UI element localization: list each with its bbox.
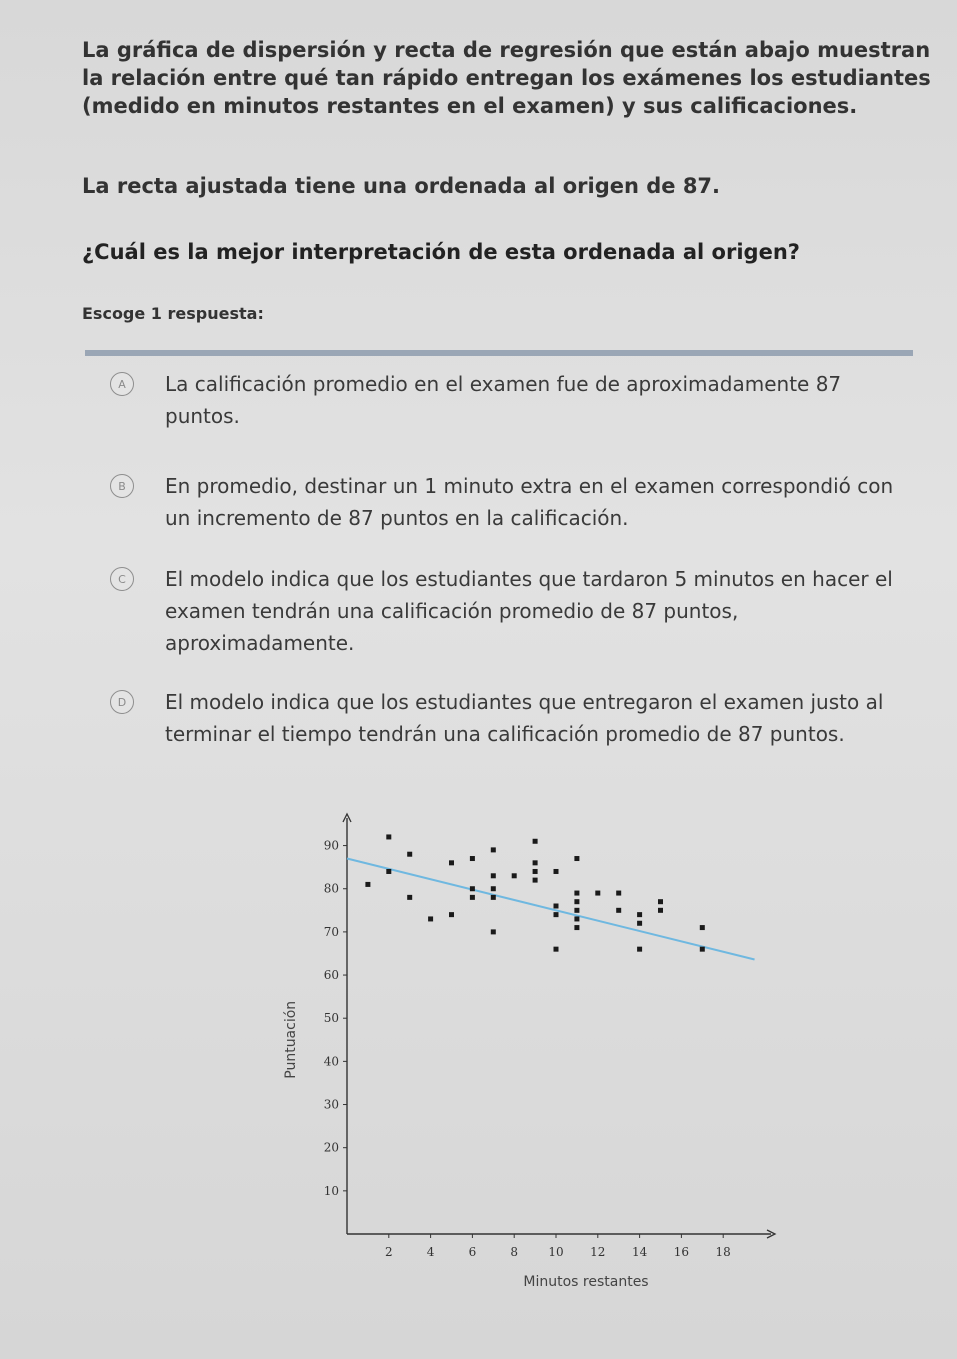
x-tick-label: 2 [384,1245,393,1259]
y-tick-label: 60 [323,968,339,983]
data-point [574,908,579,913]
data-point [700,947,705,952]
x-tick-label: 10 [548,1245,564,1259]
data-point [533,839,538,844]
option-b-text: En promedio, destinar un 1 minuto extra en el examen correspondió con un incremento de 87 puntos en la calificación. [165,474,894,530]
scatter-chart [250,810,790,1310]
data-point [574,916,579,921]
data-point [491,886,496,891]
data-point [533,869,538,874]
data-point [386,834,391,839]
data-point [449,912,454,917]
regression-line [347,859,755,960]
choose-label: Escoge 1 respuesta: [82,304,264,323]
option-d[interactable] [100,686,910,786]
option-b[interactable] [100,470,910,540]
data-point [365,882,370,887]
data-point [554,904,559,909]
data-point [700,925,705,930]
data-point [428,916,433,921]
x-tick-label: 18 [715,1245,731,1259]
x-axis-label: Minutos restantes [523,1274,649,1290]
data-point [574,856,579,861]
y-axis-label: Puntuación [283,1000,299,1079]
intercept-statement: La recta ajustada tiene una ordenada al origen de 87. [82,174,721,198]
data-point [658,908,663,913]
data-point [533,878,538,883]
option-d-text: El modelo indica que los estudiantes que entregaron el examen justo al terminar el tiempo tendrán una calificación promedio de 87 puntos. [165,690,884,746]
data-point [554,869,559,874]
y-tick-label: 20 [323,1140,339,1155]
y-tick-label: 10 [323,1183,339,1198]
data-point [574,891,579,896]
option-c-text: El modelo indica que los estudiantes que tardaron 5 minutos en hacer el examen tendrán una calificación promedio de 87 puntos, aproximadamente. [165,567,893,655]
option-a-radio[interactable]: A [110,372,134,396]
divider [85,350,913,356]
data-point [491,895,496,900]
x-tick-label: 6 [468,1245,477,1259]
data-point [386,869,391,874]
y-tick-label: 30 [323,1097,339,1112]
data-point [407,852,412,857]
data-point [554,912,559,917]
data-point [574,899,579,904]
option-c[interactable] [100,563,910,663]
option-a[interactable] [100,368,910,440]
option-c-radio[interactable]: C [110,567,134,591]
option-d-radio[interactable]: D [110,690,134,714]
y-tick-label: 70 [323,924,339,939]
data-point [554,947,559,952]
y-tick-label: 50 [323,1011,339,1026]
x-tick-label: 8 [510,1245,519,1259]
data-point [637,947,642,952]
y-tick-label: 80 [323,881,339,896]
data-point [637,912,642,917]
data-point [512,873,517,878]
data-point [595,891,600,896]
question-intro: La gráfica de dispersión y recta de regresión que están abajo muestran la relación entre qué tan rápido entregan los exámenes los estudiantes (medido en minutos restantes en el examen) y sus calificaciones. [82,38,931,118]
data-point [616,891,621,896]
y-tick-label: 40 [323,1054,339,1069]
data-point [491,929,496,934]
data-point [491,847,496,852]
data-point [616,908,621,913]
data-point [637,921,642,926]
option-b-radio[interactable]: B [110,474,134,498]
x-tick-label: 12 [590,1245,606,1259]
y-tick-label: 90 [323,838,339,853]
data-point [658,899,663,904]
data-point [470,886,475,891]
data-point [470,856,475,861]
question-prompt: ¿Cuál es la mejor interpretación de esta ordenada al origen? [82,240,800,264]
data-point [533,860,538,865]
x-tick-label: 16 [673,1245,690,1259]
x-tick-label: 14 [631,1245,648,1259]
x-tick-label: 4 [426,1245,435,1259]
data-point [574,925,579,930]
data-point [470,895,475,900]
option-a-text: La calificación promedio en el examen fue de aproximadamente 87 puntos. [165,372,842,428]
data-point [407,895,412,900]
data-point [449,860,454,865]
data-point [491,873,496,878]
